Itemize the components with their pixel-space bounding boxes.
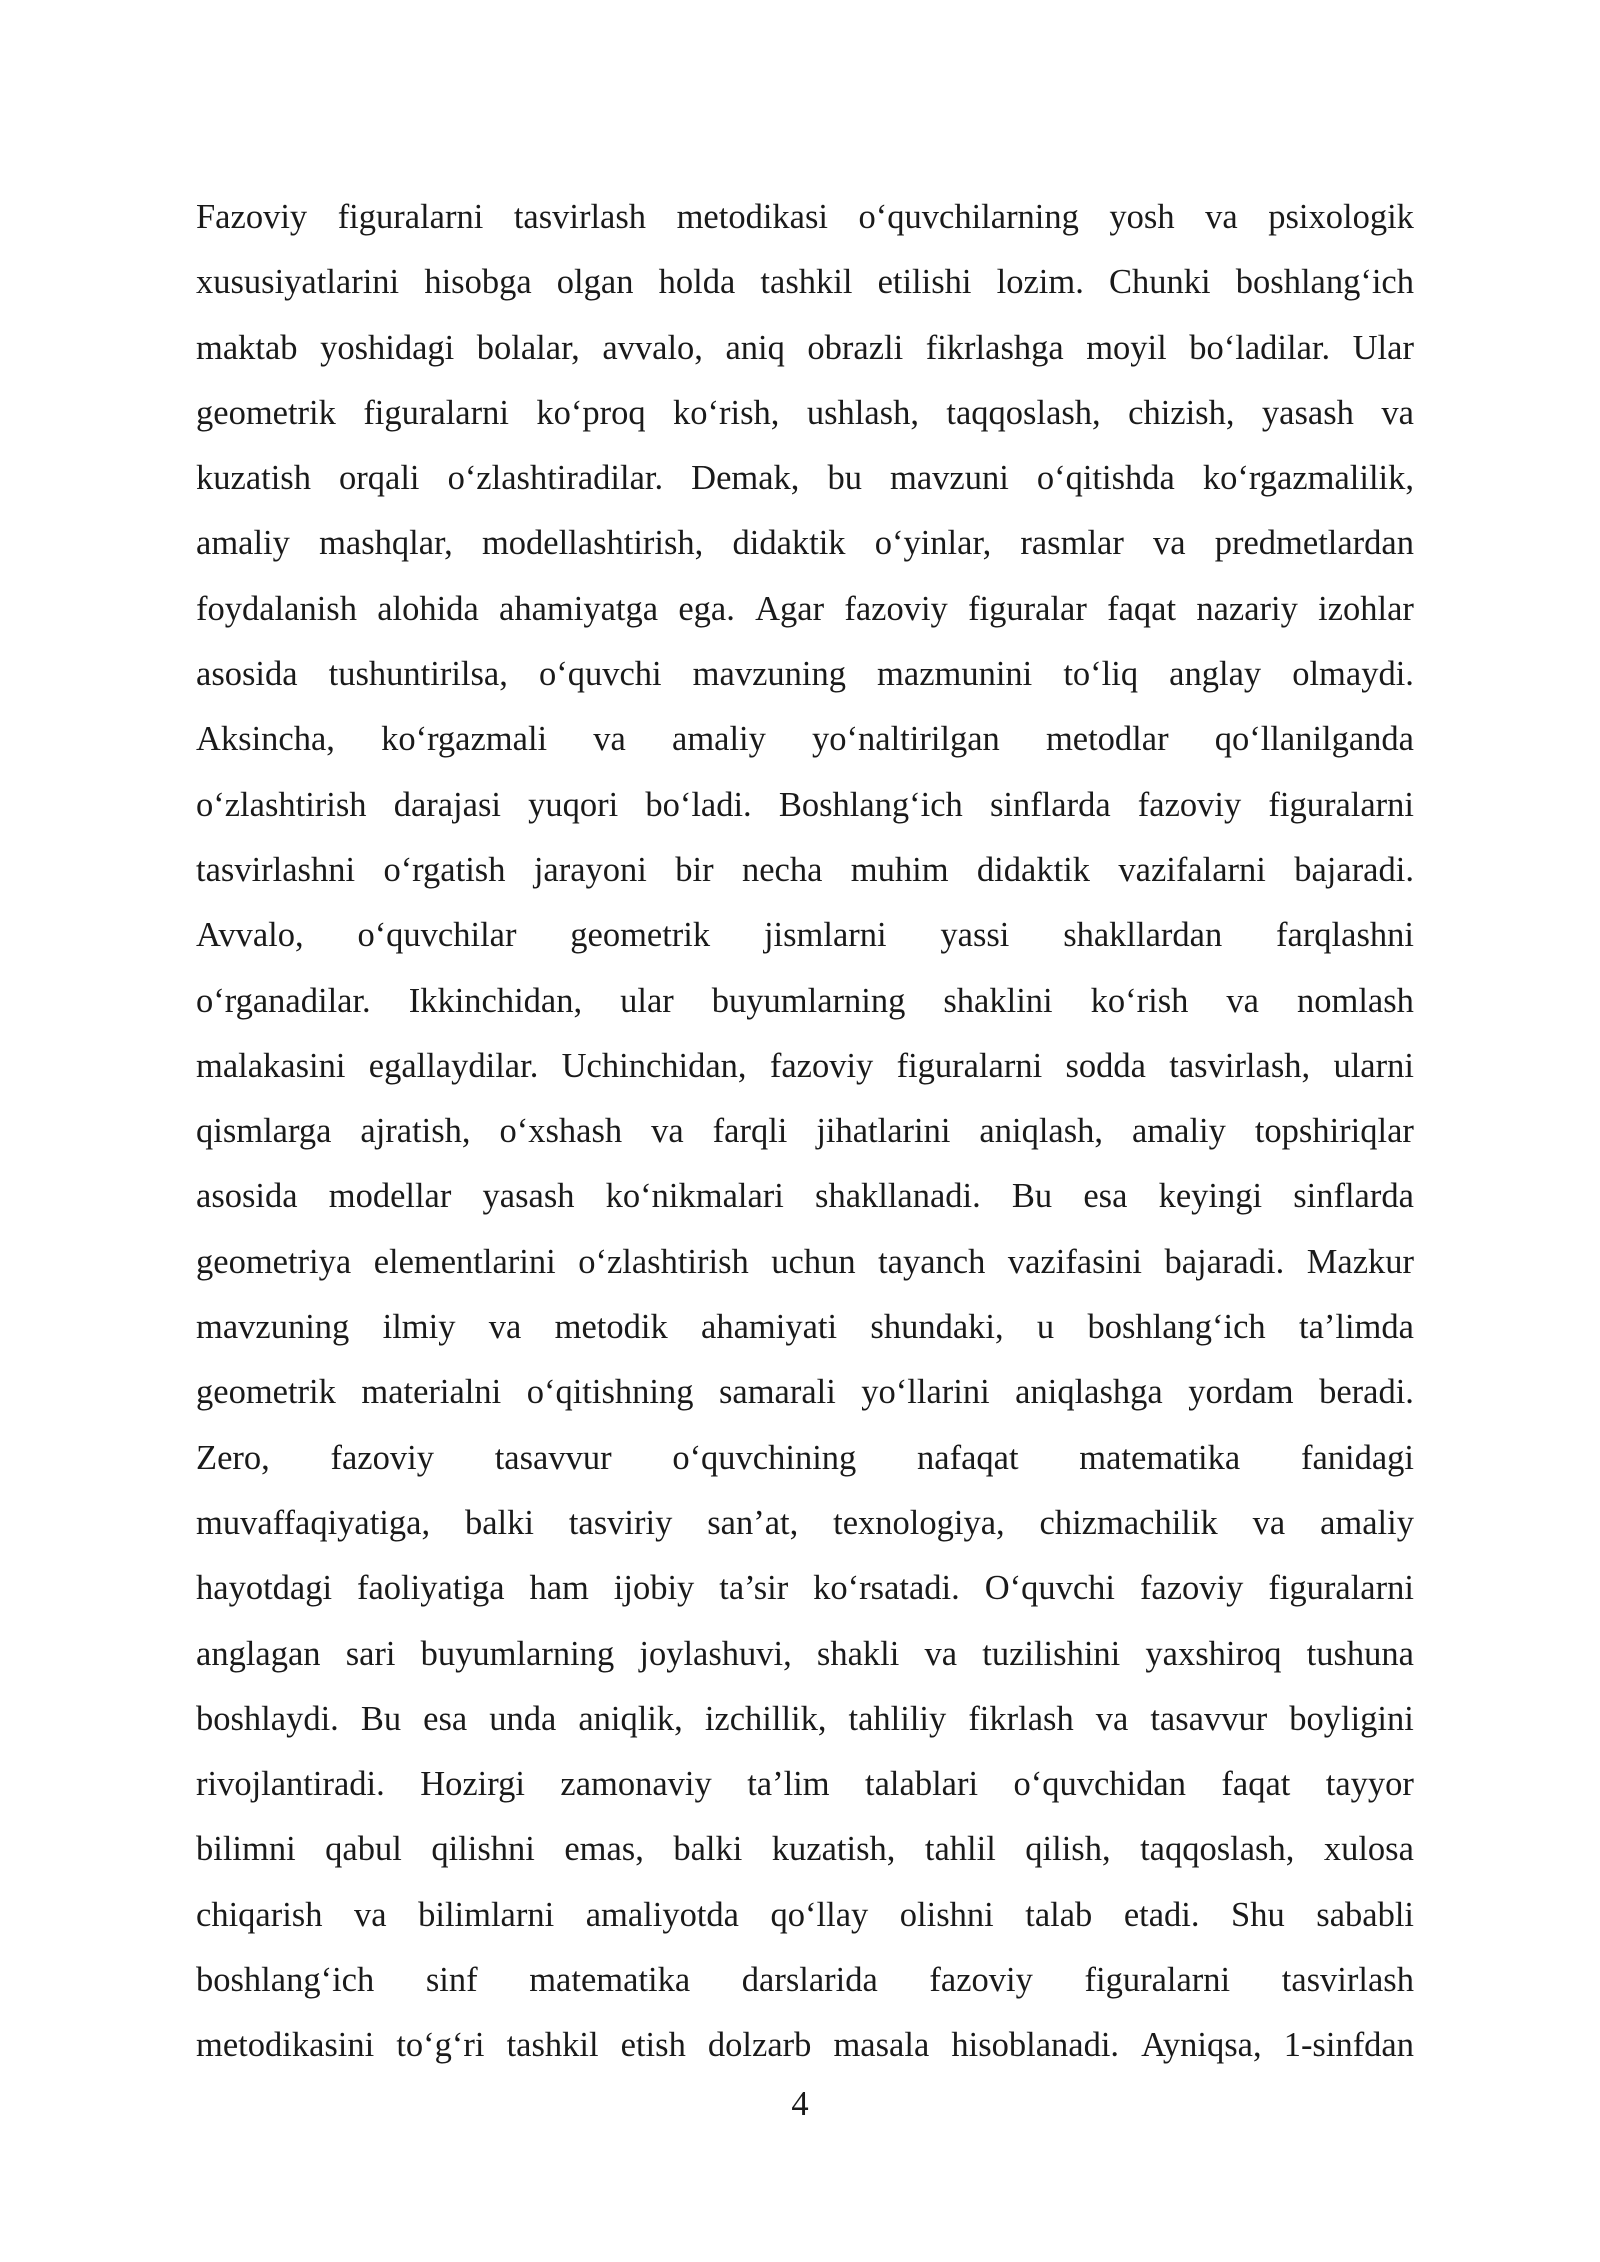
text-line: Avvalo, o‘quvchilar geometrik jismlarni yassi shakllardan farqlashni xyxy=(196,916,1414,955)
text-line: o‘zlashtirish darajasi yuqori bo‘ladi. Boshlang‘ich sinflarda fazoviy figuralarni xyxy=(196,785,1414,824)
text-line: tasvirlashni o‘rgatish jarayoni bir necha muhim didaktik vazifalarni bajaradi. xyxy=(196,850,1414,889)
text-line: metodikasini to‘g‘ri tashkil etish dolzarb masala hisoblanadi. Ayniqsa, 1-sinfdan xyxy=(196,2026,1414,2065)
text-line: maktab yoshidagi bolalar, avvalo, aniq obrazli fikrlashga moyil bo‘ladilar. Ular xyxy=(196,328,1414,367)
text-line: mavzuning ilmiy va metodik ahamiyati shundaki, u boshlang‘ich ta’limda xyxy=(196,1308,1414,1347)
body-paragraph xyxy=(196,185,1414,2079)
text-line: anglagan sari buyumlarning joylashuvi, shakli va tuzilishini yaxshiroq tushuna xyxy=(196,1634,1414,1673)
text-line: hayotdagi faoliyatiga ham ijobiy ta’sir ko‘rsatadi. O‘quvchi fazoviy figuralarni xyxy=(196,1569,1414,1608)
text-line: rivojlantiradi. Hozirgi zamonaviy ta’lim talablari o‘quvchidan faqat tayyor xyxy=(196,1765,1414,1804)
text-line: asosida modellar yasash ko‘nikmalari shakllanadi. Bu esa keyingi sinflarda xyxy=(196,1177,1414,1216)
text-line: qismlarga ajratish, o‘xshash va farqli jihatlarini aniqlash, amaliy topshiriqlar xyxy=(196,1112,1414,1151)
text-line: foydalanish alohida ahamiyatga ega. Agar fazoviy figuralar faqat nazariy izohlar xyxy=(196,589,1414,628)
text-line: geometrik materialni o‘qitishning samarali yo‘llarini aniqlashga yordam beradi. xyxy=(196,1373,1414,1412)
text-line: kuzatish orqali o‘zlashtiradilar. Demak, bu mavzuni o‘qitishda ko‘rgazmalilik, xyxy=(196,459,1414,498)
text-line: asosida tushuntirilsa, o‘quvchi mavzuning mazmunini to‘liq anglay olmaydi. xyxy=(196,655,1414,694)
page-number: 4 xyxy=(791,2085,809,2123)
text-line: malakasini egallaydilar. Uchinchidan, fazoviy figuralarni sodda tasvirlash, ularni xyxy=(196,1046,1414,1085)
text-line: xususiyatlarini hisobga olgan holda tashkil etilishi lozim. Chunki boshlang‘ich xyxy=(196,263,1414,302)
text-line: geometriya elementlarini o‘zlashtirish uchun tayanch vazifasini bajaradi. Mazkur xyxy=(196,1242,1414,1281)
text-line: Aksincha, ko‘rgazmali va amaliy yo‘naltirilgan metodlar qo‘llanilganda xyxy=(196,720,1414,759)
text-line: amaliy mashqlar, modellashtirish, didaktik o‘yinlar, rasmlar va predmetlardan xyxy=(196,524,1414,563)
text-line: boshlang‘ich sinf matematika darslarida fazoviy figuralarni tasvirlash xyxy=(196,1961,1414,2000)
text-line: o‘rganadilar. Ikkinchidan, ular buyumlarning shaklini ko‘rish va nomlash xyxy=(196,981,1414,1020)
text-line: muvaffaqiyatiga, balki tasviriy san’at, texnologiya, chizmachilik va amaliy xyxy=(196,1503,1414,1542)
text-line: boshlaydi. Bu esa unda aniqlik, izchillik, tahliliy fikrlash va tasavvur boyligini xyxy=(196,1699,1414,1738)
text-line: bilimni qabul qilishni emas, balki kuzatish, tahlil qilish, taqqoslash, xulosa xyxy=(196,1830,1414,1869)
text-line: Zero, fazoviy tasavvur o‘quvchining nafaqat matematika fanidagi xyxy=(196,1438,1414,1477)
text-line: geometrik figuralarni ko‘proq ko‘rish, ushlash, taqqoslash, chizish, yasash va xyxy=(196,393,1414,432)
text-line: Fazoviy figuralarni tasvirlash metodikasi o‘quvchilarning yosh va psixologik xyxy=(196,198,1414,236)
text-line: chiqarish va bilimlarni amaliyotda qo‘llay olishni talab etadi. Shu sababli xyxy=(196,1895,1414,1934)
